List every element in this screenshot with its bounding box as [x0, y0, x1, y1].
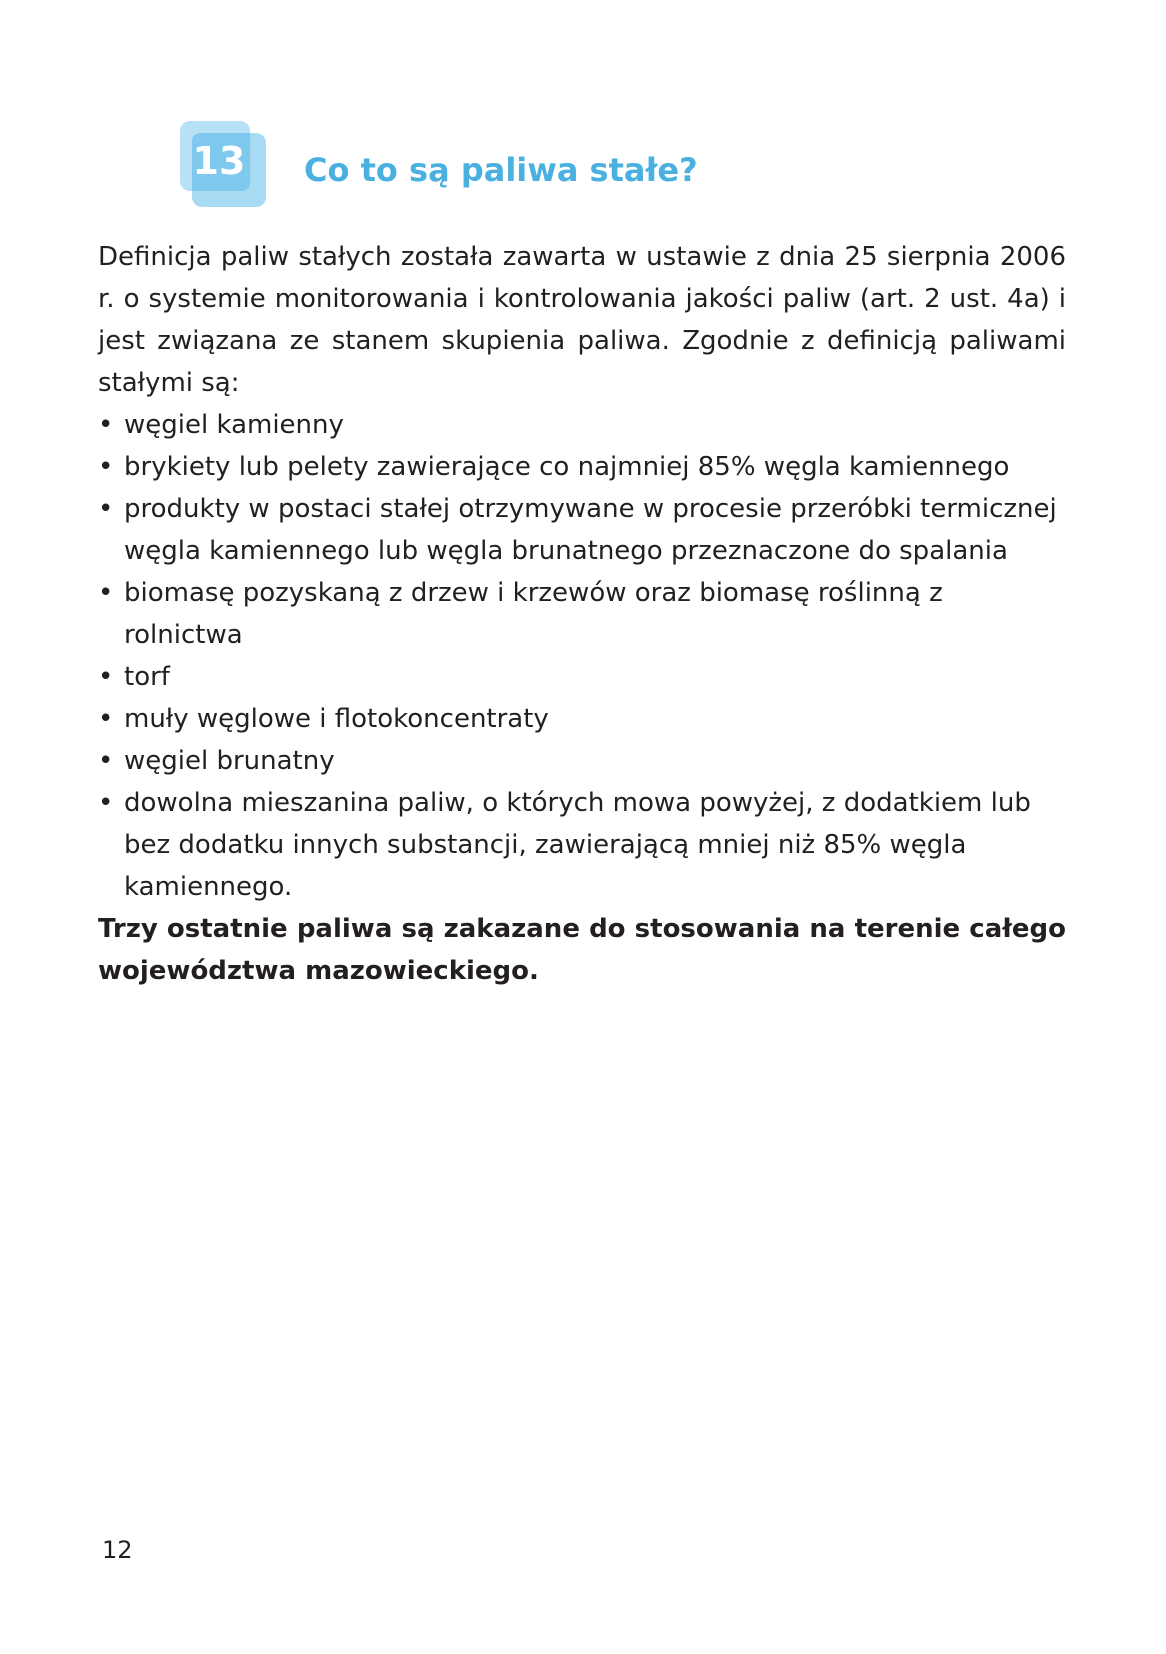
list-item-text: węgiel kamienny — [124, 410, 344, 440]
list-item-text: produkty w postaci stałej otrzymywane w procesie przeróbki termicznej węgla kamiennego lub węgla brunatnego przeznaczone do spalania — [124, 494, 1057, 566]
fuel-list — [98, 404, 1066, 908]
bullet-icon: • — [98, 494, 114, 524]
list-item — [98, 488, 1066, 572]
list-item-text: brykiety lub pelety zawierające co najmniej 85% węgla kamiennego — [124, 452, 1010, 482]
intro-paragraph: Definicja paliw stałych została zawarta w ustawie z dnia 25 sierpnia 2006 r. o systemie monitorowania i kontrolowania jakości paliw (art. 2 ust. 4a) i jest związana ze stanem skupienia paliwa. Zgodnie z definicją paliwami stałymi są: — [98, 242, 1066, 398]
page-number: 12 — [102, 1536, 133, 1564]
section-number-badge — [180, 121, 266, 207]
bullet-icon: • — [98, 746, 114, 776]
list-item-text: torf — [124, 662, 170, 692]
list-item — [98, 404, 1066, 446]
bullet-icon: • — [98, 704, 114, 734]
bullet-icon: • — [98, 410, 114, 440]
bullet-icon: • — [98, 578, 114, 608]
bullet-icon: • — [98, 788, 114, 818]
list-item — [98, 572, 1066, 656]
list-item-text: węgiel brunatny — [124, 746, 335, 776]
warning-paragraph: Trzy ostatnie paliwa są zakazane do stosowania na terenie całego województwa mazowieckiego. — [98, 914, 1066, 986]
list-item — [98, 698, 1066, 740]
section-title: Co to są paliwa stałe? — [304, 151, 698, 189]
section-body — [98, 236, 1066, 992]
list-item-text: muły węglowe i flotokoncentraty — [124, 704, 549, 734]
list-item — [98, 656, 1066, 698]
bullet-icon: • — [98, 452, 114, 482]
bullet-icon: • — [98, 662, 114, 692]
list-item-text: dowolna mieszanina paliw, o których mowa powyżej, z dodatkiem lub bez dodatku innych substancji, zawierającą mniej niż 85% węgla kamiennego. — [124, 788, 1031, 902]
list-item — [98, 740, 1066, 782]
section-number: 13 — [192, 139, 246, 183]
list-item — [98, 446, 1066, 488]
list-item — [98, 782, 1066, 908]
list-item-text: biomasę pozyskaną z drzew i krzewów oraz biomasę roślinną z rolnictwa — [124, 578, 943, 650]
